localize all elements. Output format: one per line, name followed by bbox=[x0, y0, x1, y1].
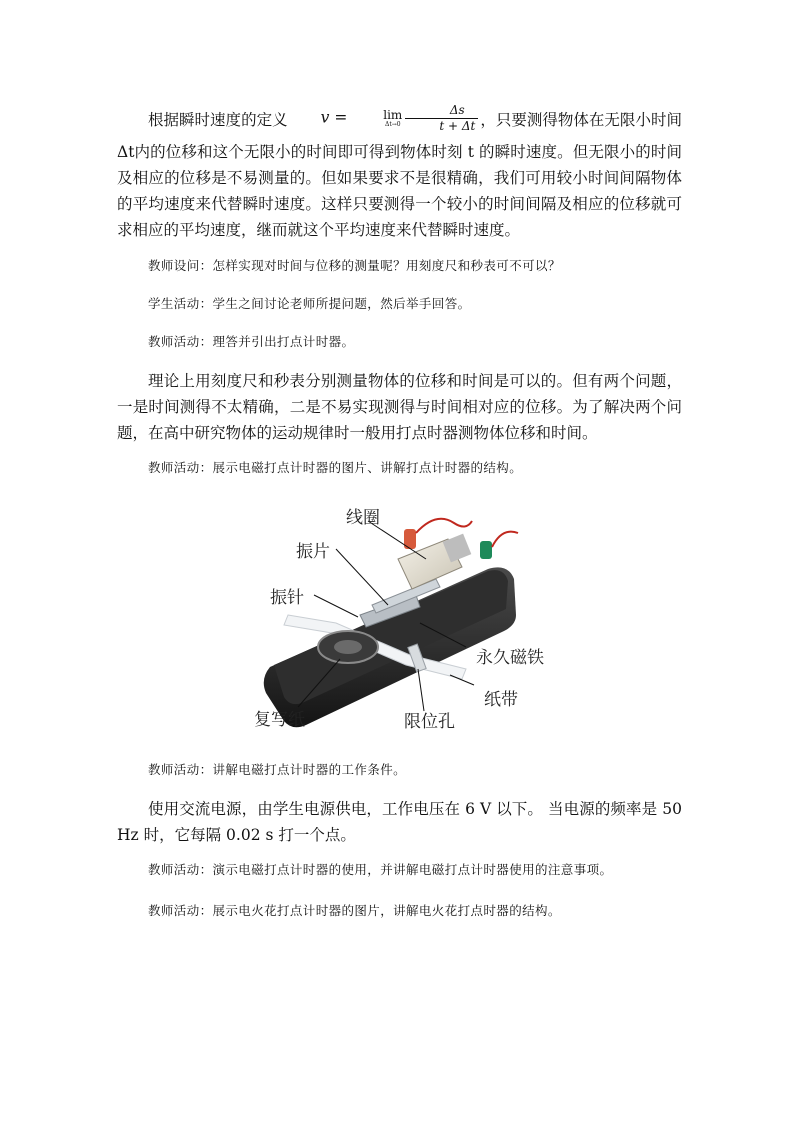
label-permanent-magnet: 永久磁铁 bbox=[476, 648, 544, 668]
label-paper-tape: 纸带 bbox=[484, 690, 518, 710]
formula-eq: = bbox=[334, 108, 348, 127]
formula-denominator: t + Δt bbox=[439, 119, 476, 133]
label-limit-hole: 限位孔 bbox=[404, 712, 455, 732]
note-working-conditions: 教师活动：讲解电磁打点计时器的工作条件。 bbox=[148, 762, 407, 777]
paragraph1-prefix: 根据瞬时速度的定义 bbox=[148, 111, 288, 129]
paragraph-instantaneous-velocity bbox=[117, 103, 682, 243]
electromagnetic-timer-figure bbox=[240, 497, 558, 735]
paragraph1-suffix: ，只要测得物体在无限小时间Δt内的位移和这个无限小的时间即可得到物体时刻 t 的瞬时速度。但无限小的时间及相应的位移是不易测量的。但如果要求不是很精确，我们可用较小时间间隔物体的平均速度来代替瞬时速度。这样只要测得一个较小的时间间隔及相应的位移就可求相应的平均速度，继而就这个平均速度来代替瞬时速度。 bbox=[117, 111, 682, 239]
label-coil: 线圈 bbox=[346, 508, 380, 528]
formula-fraction bbox=[405, 103, 478, 134]
paragraph-measurement-problem: 理论上用刻度尺和秒表分别测量物体的位移和时间是可以的。但有两个问题，一是时间测得不太精确，二是不易实现测得与时间相对应的位移。为了解决两个问题，在高中研究物体的运动规律时一般用打点时器测物体位移和时间。 bbox=[117, 372, 682, 442]
note-teacher-answer: 教师活动：理答并引出打点计时器。 bbox=[148, 334, 355, 349]
note-teacher-question: 教师设问：怎样实现对时间与位移的测量呢？用刻度尺和秒表可不可以？ bbox=[148, 258, 561, 273]
formula-numerator: Δs bbox=[405, 103, 478, 119]
pointer-needle bbox=[314, 595, 358, 617]
formula-limit bbox=[352, 109, 402, 129]
wire bbox=[416, 519, 472, 533]
note-demonstrate-usage: 教师活动：演示电磁打点计时器的使用，并讲解电磁打点计时器使用的注意事项。 bbox=[148, 862, 613, 877]
label-carbon-paper: 复写纸 bbox=[254, 710, 305, 730]
note-spark-timer: 教师活动：展示电火花打点计时器的图片，讲解电火花打点时器的结构。 bbox=[148, 903, 561, 918]
pointer-plate bbox=[336, 549, 388, 605]
label-vibrating-plate: 振片 bbox=[296, 542, 330, 562]
paragraph-power-supply: 使用交流电源，由学生电源供电，工作电压在 6 V 以下。 当电源的频率是 50 Hz 时，它每隔 0.02 s 打一个点。 bbox=[117, 800, 682, 844]
formula-lim-sub: Δt→0 bbox=[384, 120, 401, 128]
label-vibrating-needle: 振针 bbox=[270, 588, 304, 608]
formula-lhs: v bbox=[320, 108, 330, 127]
formula-lim-text: lim bbox=[383, 107, 403, 122]
pointer-limit-hole bbox=[418, 669, 424, 711]
green-terminal bbox=[480, 541, 492, 559]
velocity-formula bbox=[290, 103, 479, 139]
note-show-electromagnetic-timer: 教师活动：展示电磁打点计时器的图片、讲解打点计时器的结构。 bbox=[148, 460, 523, 475]
note-student-activity: 学生活动：学生之间讨论老师所提问题，然后举手回答。 bbox=[148, 296, 471, 311]
